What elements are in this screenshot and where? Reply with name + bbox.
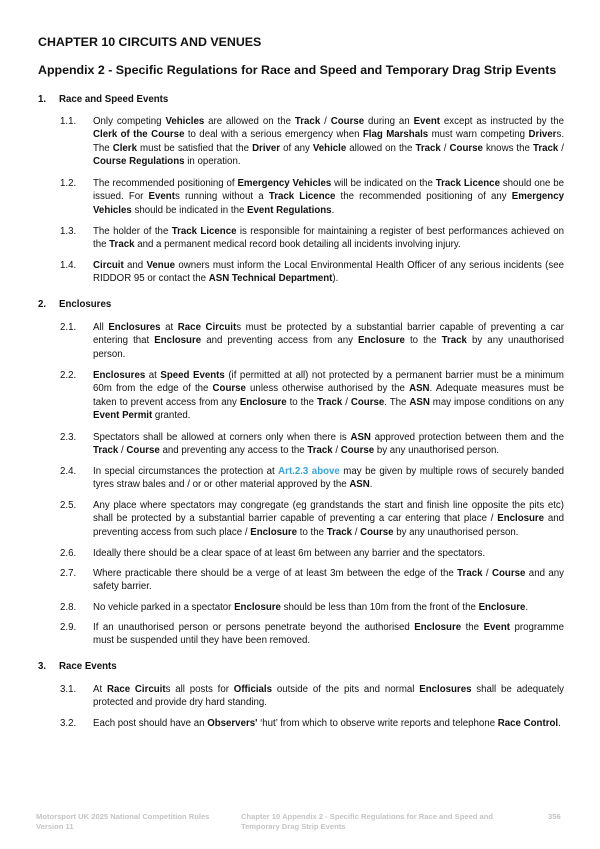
clause-number: 2.9. [60, 622, 77, 633]
footer-left [36, 812, 236, 832]
defined-term: Flag Marshals [362, 129, 429, 141]
defined-term: Track [441, 335, 467, 347]
defined-term: Clerk [112, 142, 137, 154]
chapter-title: CHAPTER 10 CIRCUITS AND VENUES [38, 35, 262, 49]
clause-text: Only competing Vehicles are allowed on the Track / Course during an Event except as instructed by the Clerk of the Course to deal with a serious emergency when Flag Marshals must warn competing Drivers. The Clerk must be satisfied that the Driver of any Vehicle allowed on the Track / Course knows the Track / Course Regulations in operation. [93, 116, 565, 168]
clause-text: In special circumstances the protection at Art.2.3 above may be given by multiple rows of securely banded tyres straw bales and / or or other material approved by the ASN. [93, 466, 564, 491]
defined-term: Track [326, 526, 353, 538]
clause-number: 2.4. [60, 466, 77, 477]
defined-term: Course [212, 383, 246, 395]
clause-number: 2.3. [60, 432, 77, 443]
clause-number: 2.2. [60, 370, 77, 381]
defined-term: Enclosures [419, 684, 472, 695]
clause-text: Any place where spectators may congregate (eg grandstands the start and finish line opposite the pits etc) shall be protected by a substantial barrier capable of preventing a car entering that place / Enclosure and preventing access from such place / Enclosure to the Track / Course by any unauthorised person. [93, 500, 564, 538]
defined-term: Enclosure [250, 526, 298, 538]
defined-term: Track [415, 142, 441, 154]
defined-term: Course [330, 116, 365, 127]
clause-number: 1.2. [60, 178, 77, 189]
clause-text: Ideally there should be a clear space of at least 6m between any barrier and the spectators. [93, 548, 486, 559]
clause-number: 2.1. [60, 322, 77, 333]
defined-term: Officials [233, 684, 273, 695]
defined-term: Course [350, 396, 385, 408]
defined-term: Track [532, 142, 559, 154]
defined-term: ASN [409, 383, 430, 395]
defined-term: Enclosures [108, 322, 161, 333]
clause-text: No vehicle parked in a spectator Enclosure should be less than 10m from the front of the Enclosure. [93, 602, 529, 613]
defined-term: Vehicle [312, 142, 347, 154]
clause-text: At Race Circuits all posts for Officials outside of the pits and normal Enclosures shall be adequately protected and provide dry hard standing. [93, 684, 564, 709]
defined-term: Course [492, 568, 526, 579]
section-title: Enclosures [59, 299, 112, 310]
defined-term: Track [457, 568, 483, 579]
section-number: 2. [38, 299, 47, 310]
defined-term: Track [294, 116, 321, 127]
clause-number: 2.6. [60, 548, 77, 559]
clause-text: The holder of the Track Licence is responsible for maintaining a register of best performances achieved on the Track and a permanent medical record book detailing all incidents involving injury. [93, 226, 564, 251]
defined-term: Track [109, 239, 135, 251]
defined-term: Course [126, 445, 160, 457]
defined-term: Enclosure [497, 513, 545, 525]
clause-number: 3.1. [60, 684, 77, 695]
footer-version: Version 11 [36, 822, 74, 831]
defined-term: Enclosures [93, 370, 146, 381]
defined-term: Event Permit [93, 410, 153, 422]
defined-term: Driver [252, 142, 281, 154]
clause-text: Spectators shall be allowed at corners only when there is ASN approved protection between them and the Track / Course and preventing any access to the Track / Course by any unauthorised person. [93, 432, 564, 457]
appendix-title: Appendix 2 - Specific Regulations for Race and Speed and Temporary Drag Strip Events [38, 63, 557, 77]
defined-term: Clerk of the Course [93, 129, 185, 141]
defined-term: Track [307, 445, 333, 457]
section-title: Race and Speed Events [59, 94, 169, 105]
footer-publication: Motorsport UK 2025 National Competition Rules [36, 812, 210, 821]
clause-number: 2.5. [60, 500, 77, 511]
defined-term: ASN Technical Department [208, 273, 333, 285]
defined-term: Event [148, 191, 175, 203]
defined-term: Race Control [497, 718, 559, 729]
defined-term: Speed Events [160, 370, 225, 381]
footer-center [241, 812, 531, 832]
clause-text: Circuit and Venue owners must inform the Local Environmental Health Officer of any serious incidents (see RIDDOR 95 or contact the ASN Technical Department). [93, 260, 565, 285]
section-number: 3. [38, 661, 47, 672]
defined-term: ASN [350, 432, 371, 443]
defined-term: Observers' [207, 718, 258, 729]
defined-term: Emergency Vehicles [93, 191, 564, 216]
defined-term: Emergency Vehicles [237, 178, 332, 189]
defined-term: Enclosure [358, 335, 405, 347]
clause-number: 3.2. [60, 718, 77, 729]
section-number: 1. [38, 94, 47, 105]
defined-term: Venue [146, 260, 176, 271]
page-number: 356 [548, 812, 561, 821]
clause-number: 1.4. [60, 260, 77, 271]
defined-term: Track [317, 396, 343, 408]
clause-text: Where practicable there should be a verge of at least 3m between the edge of the Track / Course and any safety barrier. [93, 568, 564, 593]
clause-text: Each post should have an Observers' ‘hut’ from which to observe write reports and telephone Race Control. [93, 718, 561, 729]
defined-term: Circuit [93, 260, 124, 271]
defined-term: Event [413, 116, 440, 127]
defined-term: Enclosure [414, 622, 462, 633]
defined-term: Enclosure [234, 602, 281, 613]
defined-term: Course [360, 526, 394, 538]
defined-term: Enclosure [478, 602, 526, 613]
clause-text: Enclosures at Speed Events (if permitted at all) not protected by a permanent barrier must be a minimum 60m from the edge of the Course unless otherwise authorised by the ASN. Adequate measures must be taken to prevent access from any Enclosure to the Track / Course. The ASN may impose conditions on any Event Permit granted. [93, 370, 565, 422]
clause-text: If an unauthorised person or persons penetrate beyond the authorised Enclosure the Event programme must be suspended until they have been removed. [93, 622, 564, 647]
clause-number: 1.3. [60, 226, 77, 237]
defined-term: Course Regulations [93, 156, 185, 168]
section-title: Race Events [59, 661, 117, 672]
defined-term: Track Licence [435, 178, 500, 189]
clause-text: The recommended positioning of Emergency Vehicles will be indicated on the Track Licence should one be issued. For Events running without a Track Licence the recommended positioning of any Emergency Vehicles should be indicated in the Event Regulations. [93, 178, 565, 216]
defined-term: Event [483, 622, 510, 633]
clause-number: 1.1. [60, 116, 77, 127]
cross-reference-link[interactable]: Art.2.3 above [278, 466, 340, 477]
defined-term: Enclosure [154, 335, 202, 347]
defined-term: Track Licence [268, 191, 336, 203]
defined-term: Vehicles [165, 116, 205, 127]
clause-number: 2.7. [60, 568, 77, 579]
defined-term: Race Circuit [106, 684, 166, 695]
defined-term: Enclosure [239, 396, 287, 408]
defined-term: Track [93, 445, 119, 457]
footer-chapter-line1: Chapter 10 Appendix 2 - Specific Regulations for Race and Speed and [241, 812, 494, 821]
footer-chapter-line2: Temporary Drag Strip Events [241, 822, 346, 831]
defined-term: Course [340, 445, 375, 457]
defined-term: ASN [409, 396, 430, 408]
defined-term: Track Licence [171, 226, 237, 237]
defined-term: ASN [349, 479, 370, 491]
defined-term: Event Regulations [247, 204, 332, 216]
defined-term: Race Circuit [177, 322, 237, 333]
defined-term: Course [449, 142, 483, 154]
clause-number: 2.8. [60, 602, 77, 613]
clause-text: All Enclosures at Race Circuits must be protected by a substantial barrier capable of preventing a car entering that Enclosure and preventing access from any Enclosure to the Track by any unauthorised person. [93, 322, 565, 360]
defined-term: Driver [528, 129, 557, 141]
